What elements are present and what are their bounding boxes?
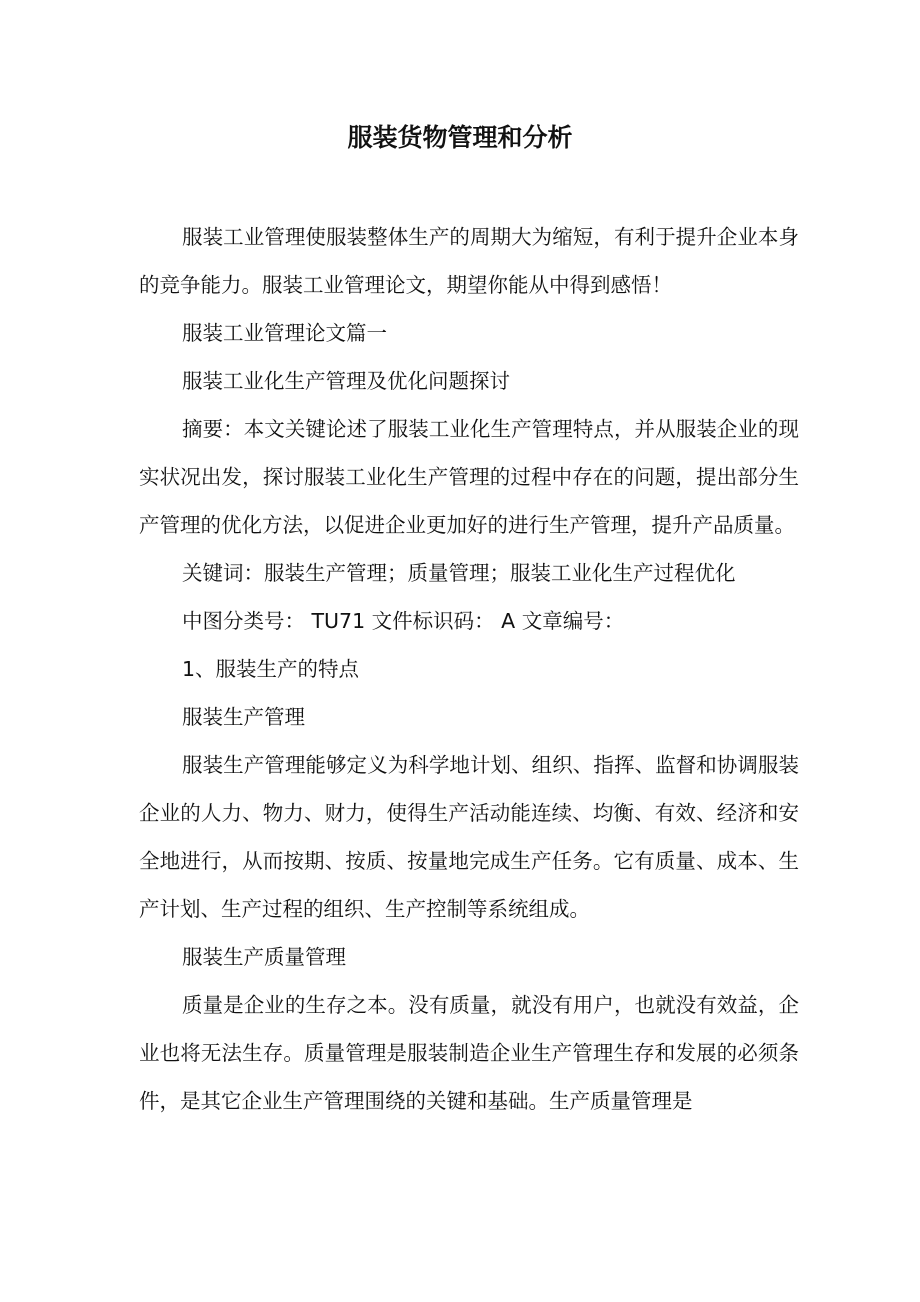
classification-paragraph: 中图分类号： TU71 文件标识码： A 文章编号：: [182, 609, 625, 633]
quality-management-paragraph: 质量是企业的生存之本。没有质量，就没有用户，也就没有效益，企业也将无法生存。质量管理是服装制造企业生产管理生存和发展的必须条件，是其它企业生产管理围绕的关键和基础。生产质量管理是: [139, 993, 799, 1113]
production-management-paragraph: 服装生产管理能够定义为科学地计划、组织、指挥、监督和协调服装企业的人力、物力、财力，使得生产活动能连续、均衡、有效、经济和安全地进行，从而按期、按质、按量地完成生产任务。它有质量、成本、生产计划、生产过程的组织、生产控制等系统组成。: [139, 753, 799, 921]
section-heading-1: 1、服装生产的特点: [182, 657, 360, 681]
document-title: 服装货物管理和分析: [347, 123, 573, 152]
document-body: [139, 213, 799, 1125]
intro-paragraph: 服装工业管理使服装整体生产的周期大为缩短，有利于提升企业本身的竞争能力。服装工业管理论文，期望你能从中得到感悟！: [139, 225, 799, 297]
section-heading-paper-one: 服装工业管理论文篇一: [182, 321, 387, 345]
subheading-quality-management: 服装生产质量管理: [182, 945, 346, 969]
article-title: 服装工业化生产管理及优化问题探讨: [182, 369, 510, 393]
abstract-paragraph: 摘要：本文关键论述了服装工业化生产管理特点，并从服装企业的现实状况出发，探讨服装工业化生产管理的过程中存在的问题，提出部分生产管理的优化方法，以促进企业更加好的进行生产管理，提升产品质量。: [139, 417, 799, 537]
subheading-production-management: 服装生产管理: [182, 705, 305, 729]
keywords-paragraph: 关键词：服装生产管理；质量管理；服装工业化生产过程优化: [182, 561, 736, 585]
